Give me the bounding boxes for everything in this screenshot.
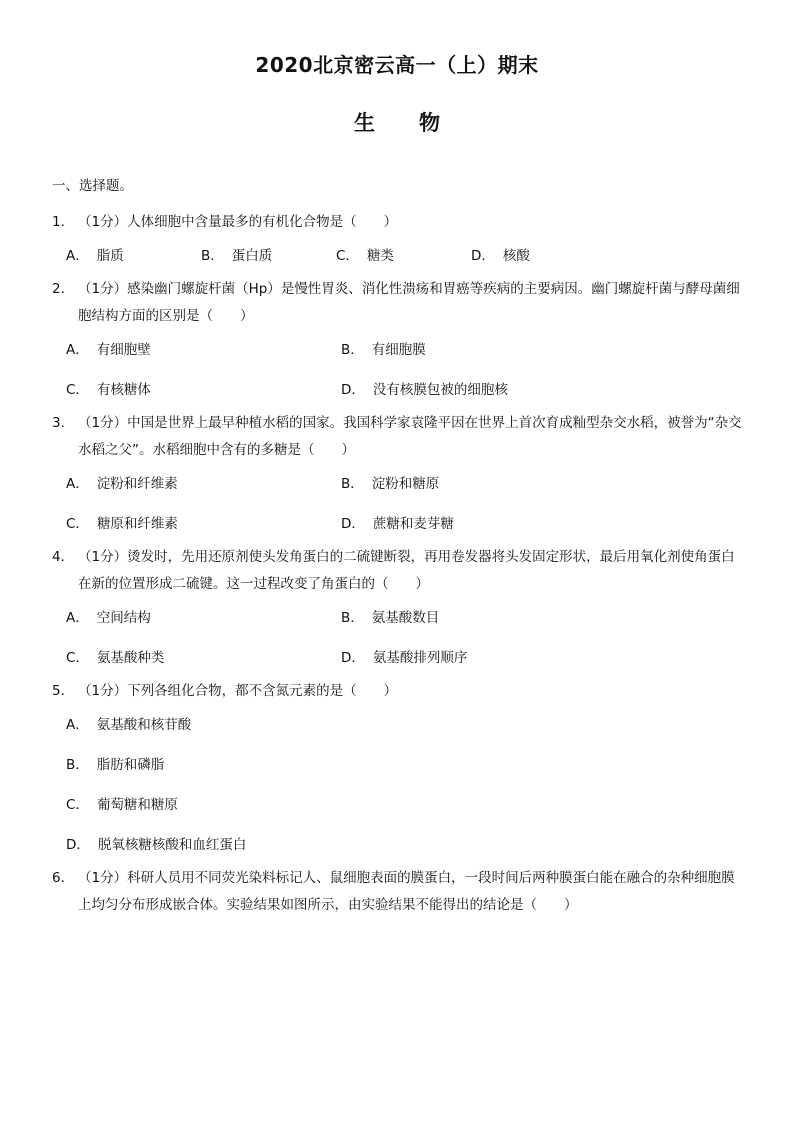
option-a [66,343,341,357]
question-6 [52,865,742,919]
options-row [52,651,742,665]
option-c [66,651,341,665]
option-text: 脂肪和磷脂 [96,757,165,773]
question-2 [52,276,742,397]
option-letter: B． [341,610,364,626]
question-stem [52,865,742,919]
question-stem [52,276,742,330]
question-number: 4． [52,549,75,565]
question-number: 6． [52,870,75,886]
option-letter: D． [341,650,365,666]
option-letter: A． [66,717,89,733]
question-stem [52,209,742,236]
option-text: 有细胞壁 [96,342,151,358]
question-text: （1分）科研人员用不同荧光染料标记人、鼠细胞表面的膜蛋白，一段时间后两种膜蛋白能在融合的杂种细胞膜上均匀分布形成嵌合体。实验结果如图所示，由实验结果不能得出的结论是（ ） [78,870,735,913]
option-d [341,651,616,665]
option-letter: B． [341,476,364,492]
option-text: 氨基酸排列顺序 [372,650,468,666]
question-5 [52,678,742,852]
option-letter: C． [66,382,89,398]
option-letter: C． [66,797,89,813]
options-row [52,477,742,491]
option-letter: D． [341,382,365,398]
option-d [52,838,742,852]
option-letter: B． [201,248,224,264]
option-letter: C． [336,248,359,264]
option-text: 空间结构 [96,610,151,626]
options-row [52,611,742,625]
option-d [341,517,616,531]
option-letter: B． [341,342,364,358]
option-a [66,477,341,491]
option-text: 脂质 [96,248,124,264]
question-1 [52,209,742,263]
option-d [471,249,606,263]
question-text: （1分）下列各组化合物，都不含氮元素的是（ ） [78,683,398,699]
option-letter: A． [66,248,89,264]
option-text: 核酸 [502,248,530,264]
question-text: （1分）中国是世界上最早种植水稻的国家。我国科学家袁隆平因在世界上首次育成籼型杂交水稻，被誉为“杂交水稻之父”。水稻细胞中含有的多糖是（ ） [78,415,742,458]
option-text: 淀粉和纤维素 [96,476,178,492]
option-b [341,477,616,491]
option-text: 蛋白质 [231,248,273,264]
option-letter: A． [66,342,89,358]
option-letter: D． [341,516,365,532]
question-text: （1分）人体细胞中含量最多的有机化合物是（ ） [78,214,398,230]
option-text: 没有核膜包被的细胞核 [372,382,508,398]
question-number: 1． [52,214,75,230]
option-text: 脱氧核糖核酸和血红蛋白 [97,837,247,853]
option-text: 有核糖体 [96,382,151,398]
option-c [66,383,341,397]
option-letter: C． [66,650,89,666]
subject-title: 生物 [354,111,484,135]
question-text: （1分）感染幽门螺旋杆菌（Hp）是慢性胃炎、消化性溃疡和胃癌等疾病的主要病因。幽门螺旋杆菌与酵母菌细胞结构方面的区别是（ ） [78,281,740,324]
option-text: 蔗糖和麦芽糖 [372,516,454,532]
question-stem [52,544,742,598]
option-text: 糖类 [366,248,394,264]
question-3 [52,410,742,531]
option-letter: D． [471,248,495,264]
question-stem [52,410,742,464]
option-c [52,798,742,812]
option-text: 氨基酸数目 [371,610,440,626]
question-number: 3． [52,415,75,431]
option-text: 糖原和纤维素 [96,516,178,532]
option-c [336,249,471,263]
question-number: 5． [52,683,75,699]
options-row [52,343,742,357]
option-a [66,611,341,625]
question-text: （1分）烫发时，先用还原剂使头发角蛋白的二硫键断裂，再用卷发器将头发固定形状，最后用氧化剂使角蛋白在新的位置形成二硫键。这一过程改变了角蛋白的（ ） [78,549,735,592]
option-text: 淀粉和糖原 [371,476,440,492]
question-4 [52,544,742,665]
option-a [66,249,201,263]
options-row [52,383,742,397]
option-b [201,249,336,263]
option-letter: D． [66,837,90,853]
question-number: 2． [52,281,75,297]
options-row [52,249,742,263]
option-text: 氨基酸和核苷酸 [96,717,192,733]
option-letter: A． [66,610,89,626]
question-stem [52,678,742,705]
option-b [341,343,616,357]
option-text: 氨基酸种类 [96,650,165,666]
option-text: 有细胞膜 [371,342,426,358]
option-c [66,517,341,531]
options-column [52,718,742,852]
option-letter: C． [66,516,89,532]
option-a [52,718,742,732]
section-heading: 一、选择题。 [52,178,133,194]
option-letter: B． [66,757,89,773]
option-b [341,611,616,625]
exam-title: 2020北京密云高一（上）期末 [255,53,539,77]
option-d [341,383,616,397]
option-b [52,758,742,772]
option-text: 葡萄糖和糖原 [96,797,178,813]
option-letter: A． [66,476,89,492]
options-row [52,517,742,531]
